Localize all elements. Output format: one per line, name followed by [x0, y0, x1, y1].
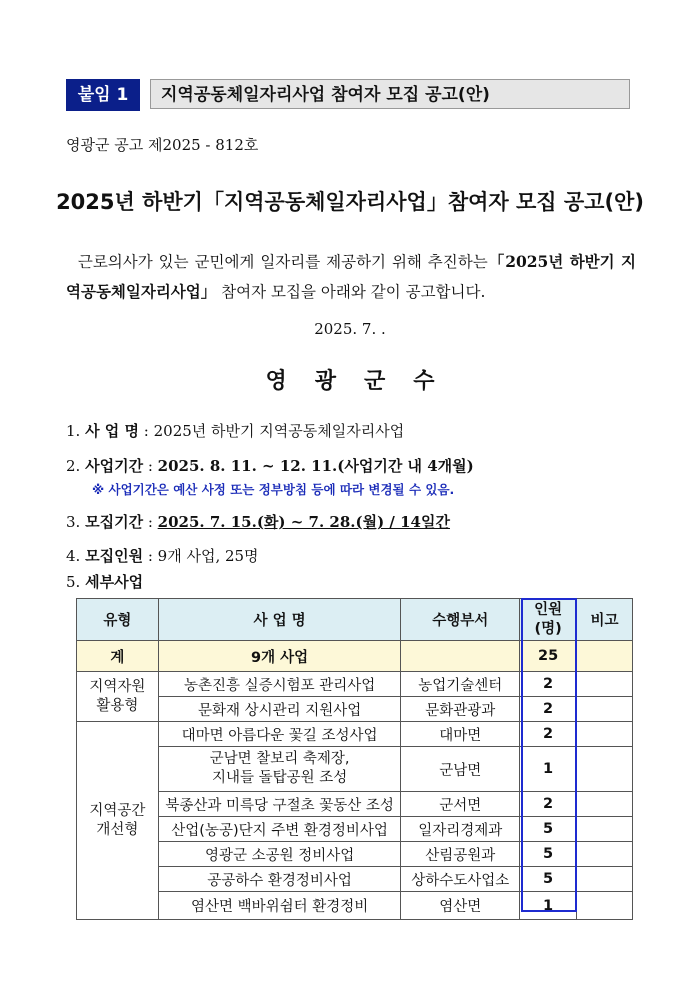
notice-date: 2025. 7. . — [314, 320, 386, 338]
table-row — [77, 817, 633, 842]
table-row — [77, 842, 633, 867]
count-cell: 2 — [520, 792, 577, 817]
intro-text-1: 근로의사가 있는 군민에게 일자리를 제공하기 위해 추진하는 — [77, 253, 488, 271]
document-title: 2025년 하반기「지역공동체일자리사업」참여자 모집 공고(안) — [56, 190, 644, 214]
item-label: 모집기간 — [85, 513, 144, 531]
remark-cell — [577, 672, 633, 697]
table-row — [77, 792, 633, 817]
attachment-header — [66, 79, 632, 111]
item-number: 5. — [66, 573, 81, 591]
sub-projects-table — [76, 598, 633, 920]
intro-paragraph — [66, 247, 636, 307]
project-cell: 문화재 상시관리 지원사업 — [158, 697, 401, 722]
table-row — [77, 892, 633, 920]
remark-cell — [577, 867, 633, 892]
item-value: 2025. 7. 15.(화) ~ 7. 28.(월) / 14일간 — [157, 513, 450, 531]
issuer: 영광군수 — [265, 368, 463, 394]
col-header-count — [520, 599, 577, 641]
item-label: 모집인원 — [85, 547, 144, 565]
item-recruit-period — [66, 511, 450, 532]
dept-cell: 군남면 — [401, 747, 520, 792]
table-row — [77, 747, 633, 792]
item-separator: : — [139, 422, 154, 440]
count-cell: 5 — [520, 842, 577, 867]
dept-cell: 일자리경제과 — [401, 817, 520, 842]
table-row — [77, 722, 633, 747]
dept-cell: 염산면 — [401, 892, 520, 920]
col-header-project: 사 업 명 — [158, 599, 401, 641]
item-number: 3. — [66, 513, 81, 531]
remark-cell — [577, 792, 633, 817]
item-number: 1. — [66, 422, 81, 440]
count-cell: 5 — [520, 817, 577, 842]
table-header-row — [77, 599, 633, 641]
dept-cell: 문화관광과 — [401, 697, 520, 722]
project-cell: 군남면 찰보리 축제장, 지내들 돌탑공원 조성 — [158, 747, 401, 792]
project-cell: 공공하수 환경정비사업 — [158, 867, 401, 892]
item-value: 2025년 하반기 지역공동체일자리사업 — [153, 422, 405, 440]
remark-cell — [577, 747, 633, 792]
remark-cell — [577, 697, 633, 722]
group-cell-space: 지역공간 개선형 — [77, 722, 159, 920]
dept-cell: 상하수도사업소 — [401, 867, 520, 892]
dept-cell: 농업기술센터 — [401, 672, 520, 697]
item-separator: : — [143, 513, 158, 531]
dept-cell: 산림공원과 — [401, 842, 520, 867]
remark-cell — [577, 892, 633, 920]
col-header-remark: 비고 — [577, 599, 633, 641]
item-sub-projects — [66, 571, 143, 592]
count-cell: 2 — [520, 697, 577, 722]
item-recruit-count — [66, 545, 259, 566]
project-cell: 대마면 아름다운 꽃길 조성사업 — [158, 722, 401, 747]
count-cell: 5 — [520, 867, 577, 892]
total-remark — [577, 641, 633, 672]
item-label: 세부사업 — [85, 573, 144, 591]
count-header-line1: 인원 — [534, 601, 563, 618]
item-number: 4. — [66, 547, 81, 565]
total-dept — [401, 641, 520, 672]
item-value: 9개 사업, 25명 — [157, 547, 259, 565]
item-value: 2025. 8. 11. ~ 12. 11.(사업기간 내 4개월) — [157, 457, 474, 475]
count-cell: 1 — [520, 747, 577, 792]
project-cell: 영광군 소공원 정비사업 — [158, 842, 401, 867]
total-project: 9개 사업 — [158, 641, 401, 672]
item-project-period — [66, 455, 474, 476]
item-project-name — [66, 420, 404, 441]
remark-cell — [577, 842, 633, 867]
notice-number: 영광군 공고 제2025 - 812호 — [66, 136, 259, 154]
total-row — [77, 641, 633, 672]
table-row — [77, 697, 633, 722]
item-number: 2. — [66, 457, 81, 475]
total-count: 25 — [520, 641, 577, 672]
count-cell: 2 — [520, 722, 577, 747]
dept-cell: 대마면 — [401, 722, 520, 747]
item-label: 사업기간 — [85, 457, 144, 475]
col-header-dept: 수행부서 — [401, 599, 520, 641]
intro-text-2: 참여자 모집을 아래와 같이 공고합니다. — [221, 283, 486, 301]
count-cell: 1 — [520, 892, 577, 920]
attachment-title: 지역공동체일자리사업 참여자 모집 공고(안) — [150, 79, 630, 109]
table-row — [77, 672, 633, 697]
period-note: ※ 사업기간은 예산 사정 또는 정부방침 등에 따라 변경될 수 있음. — [92, 482, 455, 497]
attachment-badge: 붙임 1 — [66, 79, 140, 111]
count-header-line2: (명) — [534, 620, 562, 637]
dept-cell: 군서면 — [401, 792, 520, 817]
total-type: 계 — [77, 641, 159, 672]
project-cell: 북종산과 미륵당 구절초 꽃동산 조성 — [158, 792, 401, 817]
col-header-type: 유형 — [77, 599, 159, 641]
item-separator: : — [143, 457, 158, 475]
item-separator: : — [143, 547, 158, 565]
project-cell: 농촌진흥 실증시험포 관리사업 — [158, 672, 401, 697]
count-cell: 2 — [520, 672, 577, 697]
intro-text-bold: 「2025년 하반기 지역공동체일자리사업」 — [66, 252, 636, 301]
item-label: 사 업 명 — [85, 422, 140, 440]
project-cell: 산업(농공)단지 주변 환경정비사업 — [158, 817, 401, 842]
remark-cell — [577, 722, 633, 747]
remark-cell — [577, 817, 633, 842]
group-cell-resource: 지역자원 활용형 — [77, 672, 159, 722]
project-cell: 염산면 백바위쉼터 환경정비 — [158, 892, 401, 920]
table-row — [77, 867, 633, 892]
